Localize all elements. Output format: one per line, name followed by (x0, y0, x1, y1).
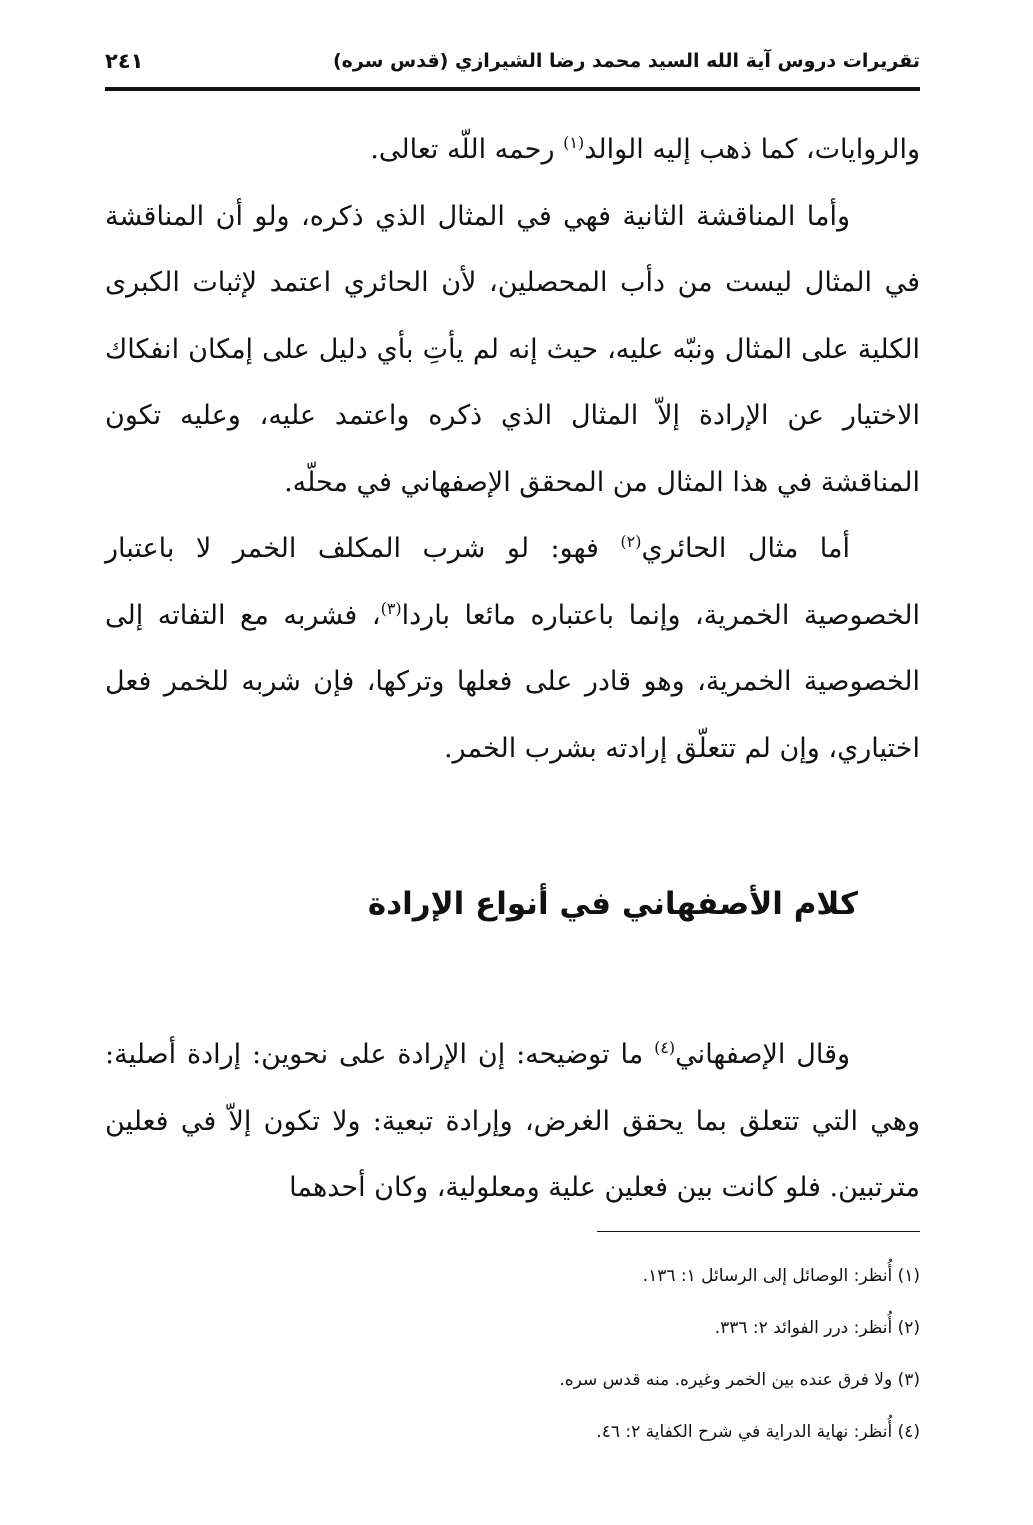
running-title: تقريرات دروس آية الله السيد محمد رضا الشيرازي (قدس سره) (333, 50, 920, 72)
paragraph-3-text-b: فهو: لو شرب المكلف الخمر لا باعتبار الخصوصية الخمرية، وإنما باعتباره مائعا باردا (105, 533, 920, 631)
footnote-ref-3: (٣) (380, 598, 402, 618)
body-text-top (105, 117, 920, 782)
paragraph-3-text-c: ، فشربه مع التفاته إلى الخصوصية الخمرية، وهو قادر على فعلها وتركها، فإن شربه للخمر فعل اختياري، وإن لم تتعلّق إرادته بشرب الخمر. (105, 599, 920, 764)
page-number: ٢٤١ (105, 49, 144, 73)
paragraph-4-text-a: وقال الإصفهاني (675, 1039, 851, 1070)
paragraph-1-text-a: والروايات، كما ذهب إليه الوالد (584, 134, 920, 165)
paragraph-1 (105, 117, 920, 184)
footnote-3: (٣) ولا فرق عنده بين الخمر وغيره. منه قدس سره. (559, 1370, 920, 1390)
header-divider (105, 87, 920, 91)
paragraph-3-text-a: أما مثال الحائري (641, 533, 850, 564)
footnote-divider (597, 1231, 920, 1232)
page-header (105, 40, 920, 82)
paragraph-4 (105, 1022, 920, 1222)
paragraph-4-text-b: ما توضيحه: إن الإرادة على نحوين: إرادة أصلية: وهي التي تتعلق بما يحقق الغرض، وإرادة تبعية: ولا تكون إلاّ في فعلين مترتبين. فلو كانت بين فعلين علية ومعلولية، وكان أحدهما (105, 1039, 920, 1203)
body-text-bottom (105, 1022, 920, 1222)
paragraph-1-text-b: رحمه اللّه تعالى. (370, 134, 564, 165)
section-heading: كلام الأصفهاني في أنواع الإرادة (367, 886, 858, 922)
footnotes (105, 1250, 920, 1458)
footnote-2: (٢) أُنظر: درر الفوائد ٢: ٣٣٦. (714, 1318, 920, 1338)
paragraph-3 (105, 516, 920, 782)
paragraph-2-text: وأما المناقشة الثانية فهي في المثال الذي ذكره، ولو أن المناقشة في المثال ليست من دأب المحصلين، لأن الحائري اعتمد لإثبات الكبرى الكلية على المثال ونبّه عليه، حيث إنه لم يأتِ بأي دليل على إمكان انفكاك الاختيار عن الإرادة إلاّ المثال الذي ذكره واعتمد عليه، وعليه تكون المناقشة في هذا المثال من المحقق الإصفهاني في محلّه. (105, 200, 920, 498)
footnote-4: (٤) أُنظر: نهاية الدراية في شرح الكفاية ٢: ٤٦. (596, 1422, 920, 1442)
footnote-ref-2: (٢) (620, 532, 642, 551)
footnote-1: (١) أُنظر: الوصائل إلى الرسائل ١: ١٣٦. (642, 1266, 920, 1286)
paragraph-2 (105, 184, 920, 517)
footnote-ref-4: (٤) (654, 1038, 676, 1057)
footnote-ref-1: (١) (563, 133, 585, 152)
